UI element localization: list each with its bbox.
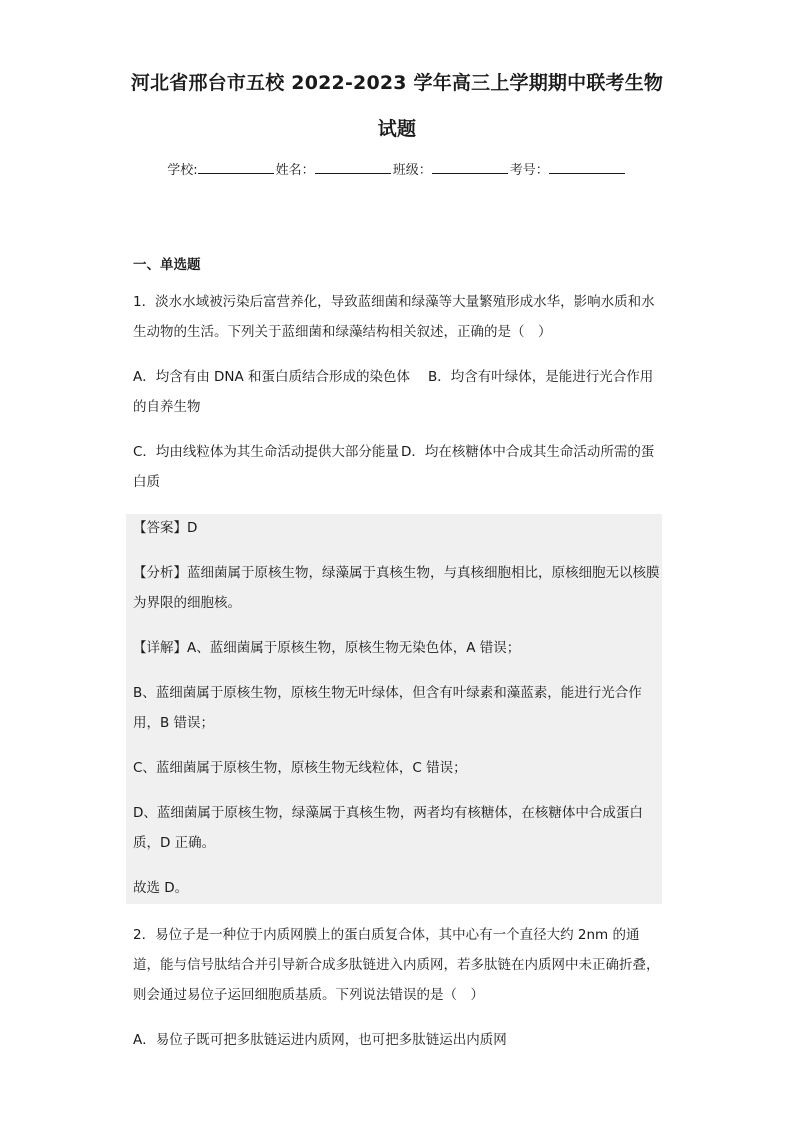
number-label: 考号： (509, 163, 549, 178)
class-label: 班级： (392, 163, 432, 178)
class-blank[interactable] (432, 161, 508, 174)
question-1-conclusion: 故选 D。 (133, 880, 189, 896)
student-info-row (0, 159, 794, 178)
question-2-stem: 2．易位子是一种位于内质网膜上的蛋白质复合体，其中心有一个直径大约 2nm 的通道，能与信号肽结合并引导新合成多肽链进入内质网，若多肽链在内质网中未正确折叠，则会通过易位子运回细胞质基质。下列说法错误的是（ ） (133, 927, 660, 1003)
question-1-options-ab (133, 362, 663, 422)
question-2-option-a: A．易位子既可把多肽链运进内质网，也可把多肽链运出内质网 (133, 1032, 507, 1048)
question-1-answer: 【答案】D (133, 520, 198, 536)
question-1-option-d: D．均在核糖体中合成其生命活动所需的蛋白质 (133, 444, 655, 490)
question-1-analysis: 【分析】蓝细菌属于原核生物，绿藻属于真核生物，与真核细胞相比，原核细胞无以核膜为界限的细胞核。 (133, 565, 660, 611)
question-1-option-c: C．均由线粒体为其生命活动提供大部分能量 (133, 444, 399, 460)
question-1-option-a: A．均含有由 DNA 和蛋白质结合形成的染色体 (133, 369, 411, 385)
question-1-option-b: B．均含有叶绿体，是能进行光合作用的自养生物 (133, 369, 654, 415)
school-label: 学校: (167, 163, 198, 178)
question-1-options-cd (133, 437, 663, 497)
document-title-line-2: 试题 (377, 118, 417, 140)
number-blank[interactable] (549, 161, 625, 174)
question-1-detail-d: D、蓝细菌属于原核生物，绿藻属于真核生物，两者均有核糖体，在核糖体中合成蛋白质，D 正确。 (133, 805, 643, 851)
name-label: 姓名： (275, 163, 315, 178)
name-blank[interactable] (315, 161, 391, 174)
question-1-detail-c: C、蓝细菌属于原核生物，原核生物无线粒体，C 错误； (133, 760, 467, 776)
document-title-line-1: 河北省邢台市五校 2022-2023 学年高三上学期期中联考生物 (130, 72, 664, 94)
question-1-detail-b: B、蓝细菌属于原核生物，原核生物无叶绿体，但含有叶绿素和藻蓝素，能进行光合作用，B 错误； (133, 685, 642, 731)
question-1-detail-a: 【详解】A、蓝细菌属于原核生物，原核生物无染色体，A 错误； (133, 640, 521, 656)
school-blank[interactable] (198, 161, 274, 174)
section-heading: 一、单选题 (133, 257, 201, 273)
question-1-stem: 1．淡水水域被污染后富营养化，导致蓝细菌和绿藻等大量繁殖形成水华，影响水质和水生动物的生活。下列关于蓝细菌和绿藻结构相关叙述，正确的是（ ） (133, 294, 655, 340)
